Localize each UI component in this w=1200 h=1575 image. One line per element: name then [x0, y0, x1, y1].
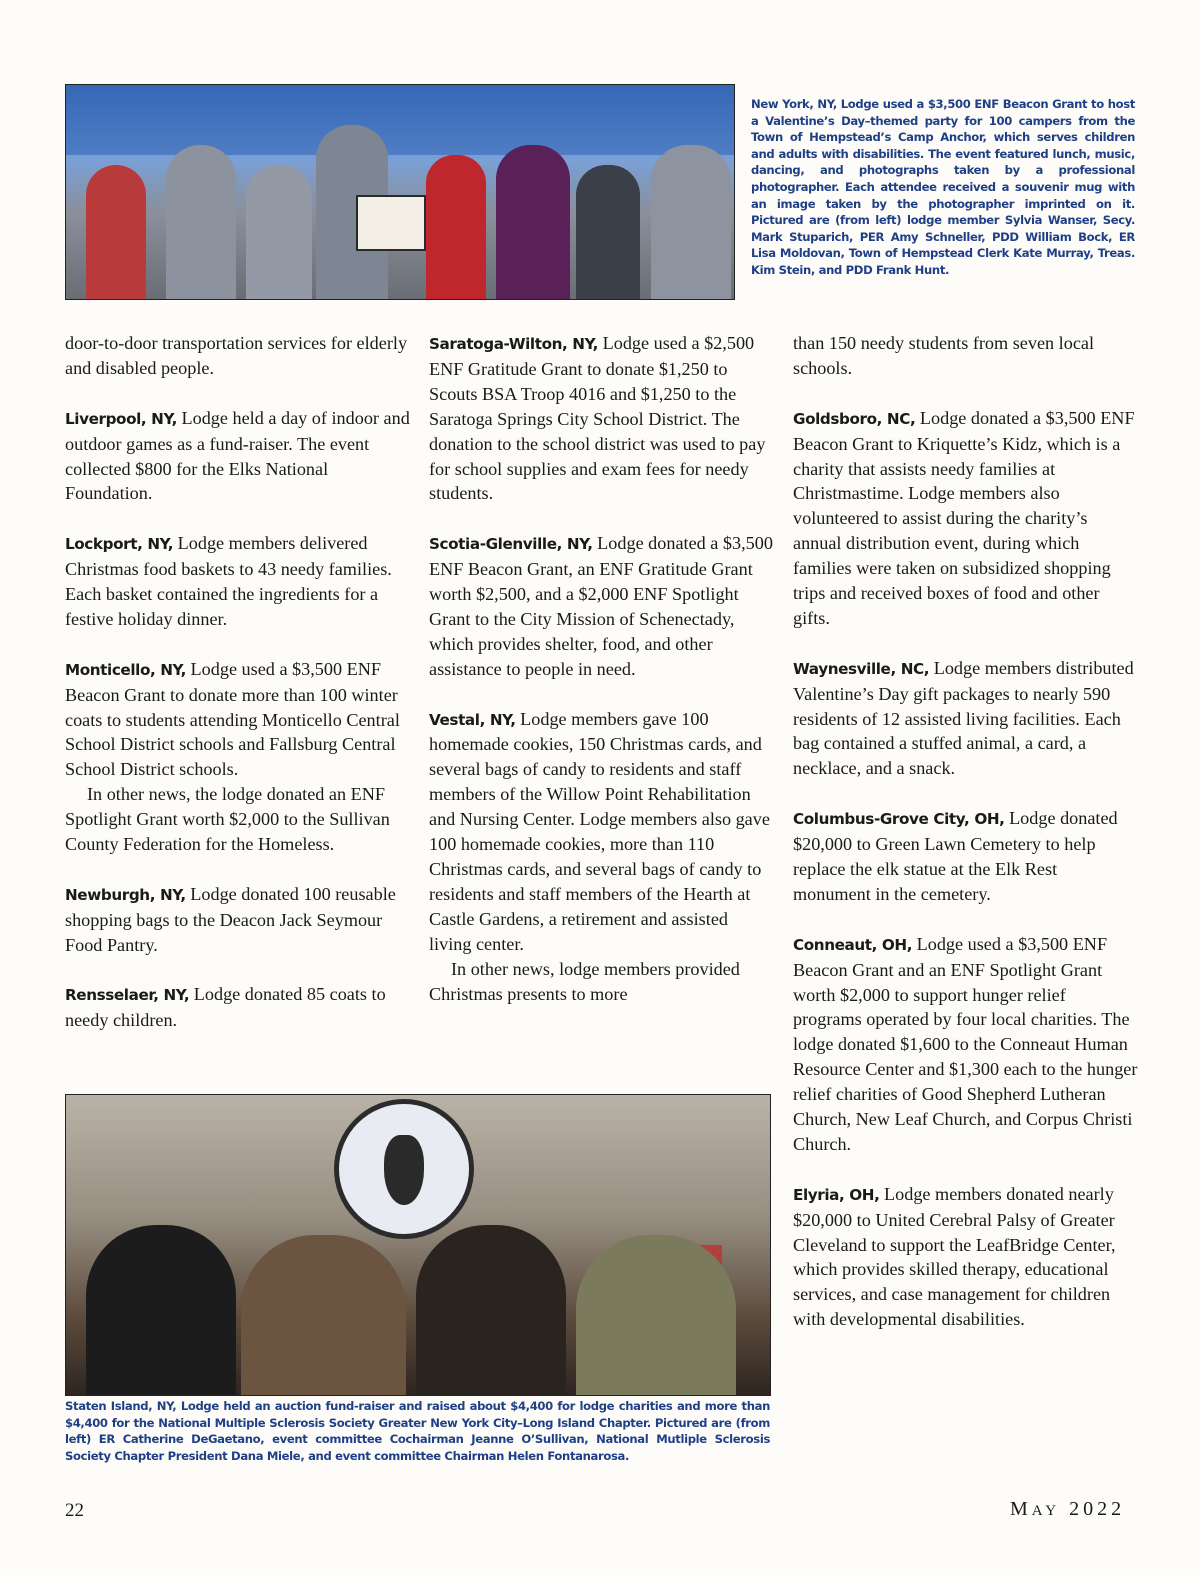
entry-text: Lodge donated a $3,500 ENF Beacon Grant, an ENF Gratitude Grant worth $2,500, and a $2,000 ENF Spotlight Grant to the City Mission of Schenectady, which provides shelter, food, and other assistance to people in need.: [429, 533, 773, 679]
entry-place: Waynesville, NC,: [793, 659, 930, 678]
paragraph-continued: door-to-door transportation services for elderly and disabled people.: [65, 333, 408, 378]
entry-text: Lodge donated a $3,500 ENF Beacon Grant to Kriquette’s Kidz, which is a charity that assists needy families at Christmastime. Lodge members also volunteered to assist during the charity’s annual distribution event, during which families were taken on subsidized shopping trips and received boxes of food and other gifts.: [793, 407, 1135, 628]
entry-liverpool: [65, 406, 410, 507]
page-number: 22: [65, 1500, 84, 1521]
entry-text: Lodge donated $20,000 to Green Lawn Cemetery to help replace the elk statue at the Elk Rest monument in the cemetery.: [793, 808, 1118, 904]
entry-columbus-grove-city: [793, 806, 1138, 907]
photo-valentines-party: [65, 84, 735, 300]
entry-text: Lodge used a $3,500 ENF Beacon Grant and an ENF Spotlight Grant worth $2,000 to support hunger relief programs operated by four local charities. The lodge donated $1,600 to the Conneaut Human Resource Center and $1,300 each to the hunger relief charities of Good Shepherd Lutheran Church, New Leaf Church, and Corpus Christi Church.: [793, 933, 1138, 1154]
entry-place: Elyria, OH,: [793, 1185, 880, 1204]
entry-place: Monticello, NY,: [65, 660, 186, 679]
entry-text: Lodge members gave 100 homemade cookies, 150 Christmas cards, and several bags of candy to residents and staff members of the Willow Point Rehabilitation and Nursing Center. Lodge members also gave 100 homemade cookies, more than 110 Christmas cards, and several bags of candy to residents and staff members of the Hearth at Castle Gardens, a retirement and assisted living center.: [429, 708, 770, 954]
caption-place: New York, NY,: [751, 97, 837, 111]
entry-place: Saratoga-Wilton, NY,: [429, 335, 599, 353]
caption-place: Staten Island, NY,: [65, 1399, 177, 1413]
photo-staten-island: [65, 1094, 771, 1396]
entry-elyria: [793, 1182, 1138, 1332]
entry-waynesville: [793, 656, 1138, 782]
entry-place: Conneaut, OH,: [793, 935, 913, 954]
paragraph-continued: than 150 needy students from seven local schools.: [793, 333, 1095, 378]
entry-text: Lodge used a $2,500 ENF Gratitude Grant to donate $1,250 to Scouts BSA Troop 4016 and $1,250 to the Saratoga Springs City School District. The donation to the school district was used to pay for school supplies and exam fees for needy students.: [429, 333, 766, 504]
entry-place: Scotia-Glenville, NY,: [429, 535, 593, 554]
entry-place: Columbus-Grove City, OH,: [793, 810, 1005, 829]
caption-text: Lodge held an auction fund-raiser and raised about $4,400 for lodge charities and more than $4,400 for the National Multiple Sclerosis Society Greater New York City–Long Island Chapter. Pictured are (from left) ER Catherine DeGaetano, event committee Cochairman Jeanne O’Sullivan, National Mutliple Sclerosis Society Chapter President Dana Miele, and event committee Chairman Helen Fontanarosa.: [65, 1399, 770, 1463]
entry-place: Liverpool, NY,: [65, 409, 177, 428]
issue-date: [1010, 1498, 1125, 1521]
entry-conneaut: [793, 932, 1138, 1157]
entry-text: Lodge members distributed Valentine’s Day gift packages to nearly 590 residents of 12 assisted living facilities. Each bag contained a stuffed animal, a card, a necklace, and a snack.: [793, 657, 1134, 779]
entry-place: Vestal, NY,: [429, 710, 516, 729]
issue-month-rest: AY: [1031, 1503, 1061, 1519]
column-1: [65, 331, 410, 1033]
entry-lockport: [65, 531, 410, 632]
entry-place: Goldsboro, NC,: [793, 409, 916, 428]
entry-text: Lodge used a $3,500 ENF Beacon Grant to donate more than 100 winter coats to students attending Monticello Central School District schools and Fallsburg Central School District schools.: [65, 658, 400, 780]
entry-goldsboro: [793, 406, 1138, 631]
entry-place: Rensselaer, NY,: [65, 986, 190, 1005]
issue-year: 2022: [1069, 1498, 1126, 1520]
caption-staten-island: [65, 1398, 770, 1464]
entry-monticello: [65, 657, 410, 783]
entry-saratoga-wilton: [429, 331, 774, 506]
entry-text: Lodge members donated nearly $20,000 to United Cerebral Palsy of Greater Cleveland to support the LeafBridge Center, which provides skilled therapy, educational services, and case management for children with developmental disabilities.: [793, 1183, 1116, 1330]
entry-text: Lodge donated 85 coats to needy children.: [65, 984, 386, 1031]
entry-place: Lockport, NY,: [65, 535, 174, 554]
entry-newburgh: [65, 882, 410, 958]
entry-text: Lodge members delivered Christmas food baskets to 43 needy families. Each basket contained the ingredients for a festive holiday dinner.: [65, 533, 392, 629]
column-2: [429, 331, 774, 1006]
caption-new-york: [751, 96, 1135, 279]
entry-scotia-glenville: [429, 531, 774, 681]
column-3: [793, 331, 1138, 1332]
entry-place: Newburgh, NY,: [65, 885, 186, 904]
entry-text: Lodge held a day of indoor and outdoor games as a fund-raiser. The event collected $800 for the Elks National Foundation.: [65, 407, 410, 504]
issue-month-initial: M: [1010, 1498, 1032, 1520]
entry-monticello-continued: In other news, the lodge donated an ENF Spotlight Grant worth $2,000 to the Sullivan County Federation for the Homeless.: [65, 784, 390, 855]
entry-rensselaer: [65, 982, 410, 1033]
entry-vestal: [429, 707, 774, 957]
entry-text: Lodge donated 100 reusable shopping bags to the Deacon Jack Seymour Food Pantry.: [65, 883, 396, 955]
caption-text: Lodge used a $3,500 ENF Beacon Grant to host a Valentine’s Day–themed party for 100 campers from the Town of Hempstead’s Camp Anchor, which serves children and adults with disabilities. The event featured lunch, music, dancing, and photographs taken by a professional photographer. Each attendee received a souvenir mug with an image taken by the photographer imprinted on it. Pictured are (from left) lodge member Sylvia Wanser, Secy. Mark Stuparich, PER Amy Schneller, PDD William Bock, ER Lisa Moldovan, Town of Hempstead Clerk Kate Murray, Treas. Kim Stein, and PDD Frank Hunt.: [751, 97, 1136, 277]
entry-vestal-continued: In other news, lodge members provided Christmas presents to more: [429, 958, 740, 1004]
